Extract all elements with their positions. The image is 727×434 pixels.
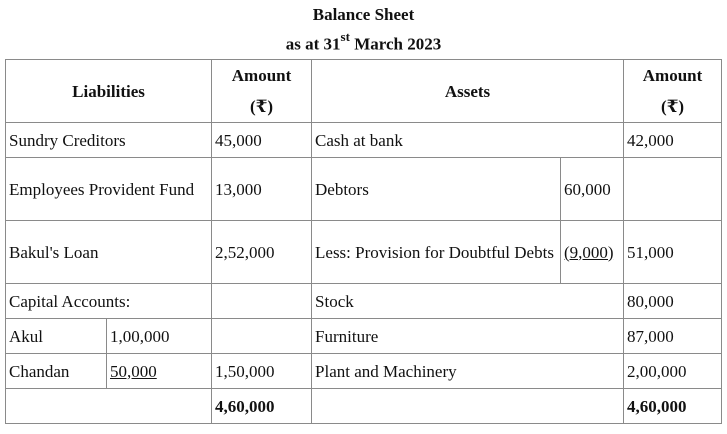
asset-amount: 51,000 bbox=[624, 221, 722, 284]
asset-amount: 42,000 bbox=[624, 123, 722, 158]
partner-name: Akul bbox=[6, 319, 107, 354]
asset-amount: 2,00,000 bbox=[624, 354, 722, 389]
liability-amount bbox=[212, 284, 312, 319]
title-line-1: Balance Sheet bbox=[312, 5, 415, 24]
header-amount-liabilities: Amount (₹) bbox=[212, 60, 312, 123]
asset-subamount: 60,000 bbox=[561, 158, 624, 221]
table-row bbox=[6, 319, 722, 354]
partner-name: Chandan bbox=[6, 354, 107, 389]
table-row bbox=[6, 284, 722, 319]
liability-total-label bbox=[6, 389, 212, 424]
asset-label: Stock bbox=[312, 284, 624, 319]
liability-amount: 13,000 bbox=[212, 158, 312, 221]
title-line-2: as at 31st March 2023 bbox=[285, 29, 442, 54]
table-row bbox=[6, 354, 722, 389]
asset-label: Debtors bbox=[312, 158, 561, 221]
liability-label: Sundry Creditors bbox=[6, 123, 212, 158]
asset-total-label bbox=[312, 389, 624, 424]
liability-amount bbox=[212, 319, 312, 354]
asset-amount: 80,000 bbox=[624, 284, 722, 319]
asset-subamount: (9,000) bbox=[561, 221, 624, 284]
liability-label: Capital Accounts: bbox=[6, 284, 212, 319]
asset-total: 4,60,000 bbox=[624, 389, 722, 424]
header-liabilities: Liabilities bbox=[6, 60, 212, 123]
total-row bbox=[6, 389, 722, 424]
asset-label: Furniture bbox=[312, 319, 624, 354]
liability-total: 4,60,000 bbox=[212, 389, 312, 424]
partner-capital: 50,000 bbox=[107, 354, 212, 389]
table-row bbox=[6, 158, 722, 221]
header-row bbox=[6, 60, 722, 123]
liability-label: Bakul's Loan bbox=[6, 221, 212, 284]
asset-label: Less: Provision for Doubtful Debts bbox=[312, 221, 561, 284]
asset-label: Cash at bank bbox=[312, 123, 624, 158]
document-title bbox=[0, 0, 727, 57]
header-assets: Assets bbox=[312, 60, 624, 123]
asset-amount: 87,000 bbox=[624, 319, 722, 354]
liability-amount: 45,000 bbox=[212, 123, 312, 158]
header-amount-assets: Amount (₹) bbox=[624, 60, 722, 123]
table-row bbox=[6, 221, 722, 284]
liability-label: Employees Provident Fund bbox=[6, 158, 212, 221]
liability-amount: 1,50,000 bbox=[212, 354, 312, 389]
balance-sheet-table bbox=[5, 59, 722, 424]
partner-capital: 1,00,000 bbox=[107, 319, 212, 354]
table-row bbox=[6, 123, 722, 158]
asset-amount bbox=[624, 158, 722, 221]
liability-amount: 2,52,000 bbox=[212, 221, 312, 284]
asset-label: Plant and Machinery bbox=[312, 354, 624, 389]
